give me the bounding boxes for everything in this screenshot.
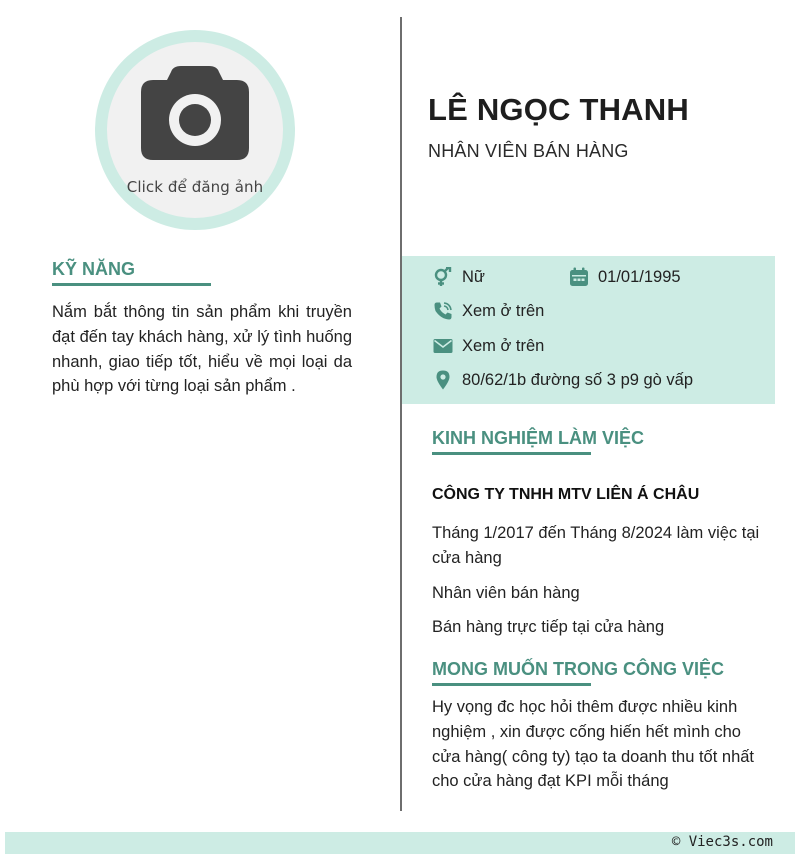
calendar-icon (568, 266, 590, 288)
gender-value: Nữ (462, 267, 485, 286)
experience-underline (432, 452, 591, 455)
goals-title: MONG MUỐN TRONG CÔNG VIỆC (432, 659, 724, 679)
company-name: CÔNG TY TNHH MTV LIÊN Á CHÂU (432, 486, 700, 503)
avatar-caption: Click để đăng ảnh (126, 178, 264, 196)
contact-gender (432, 266, 485, 288)
phone-icon (432, 300, 454, 322)
email-icon (432, 335, 454, 357)
skills-text: Nắm bắt thông tin sản phẩm khi truyền đạt đến tay khách hàng, xử lý tình huống nhanh, giao tiếp tốt, hiểu về mọi loại da phù hợp với từng loại sản phẩm . (52, 303, 352, 396)
avatar (95, 30, 295, 230)
experience-period: Tháng 1/2017 đến Tháng 8/2024 làm việc tại cửa hàng (432, 524, 760, 567)
skills-title: KỸ NĂNG (52, 259, 136, 279)
email-value: Xem ở trên (462, 336, 545, 355)
camera-icon (141, 66, 249, 160)
experience-position: Nhân viên bán hàng (432, 584, 580, 602)
contact-phone (432, 300, 544, 322)
birthday-value: 01/01/1995 (598, 267, 681, 286)
skills-underline (52, 283, 211, 286)
contact-email (432, 335, 544, 357)
footer-bar (5, 832, 795, 854)
location-pin-icon (432, 369, 454, 391)
experience-title: KINH NGHIỆM LÀM VIỆC (432, 428, 645, 448)
column-divider (400, 17, 402, 811)
footer-copyright[interactable]: © Viec3s.com (671, 834, 773, 850)
job-title: NHÂN VIÊN BÁN HÀNG (428, 141, 629, 161)
goals-underline (432, 683, 591, 686)
gender-icon (432, 266, 454, 288)
upload-photo-button[interactable] (107, 42, 283, 218)
address-value: 80/62/1b đường số 3 p9 gò vấp (462, 370, 694, 389)
contact-birthday (568, 266, 681, 288)
goals-text: Hy vọng đc học hỏi thêm được nhiều kinh nghiệm , xin được cống hiến hết mình cho cửa hàng( công ty) tạo ta doanh thu tốt nhất cho cửa hàng đạt KPI mỗi tháng (432, 698, 755, 791)
contact-address (432, 369, 693, 391)
contact-panel (402, 256, 775, 404)
experience-description: Bán hàng trực tiếp tại cửa hàng (432, 618, 665, 636)
phone-value: Xem ở trên (462, 301, 545, 320)
full-name: LÊ NGỌC THANH (428, 92, 689, 127)
